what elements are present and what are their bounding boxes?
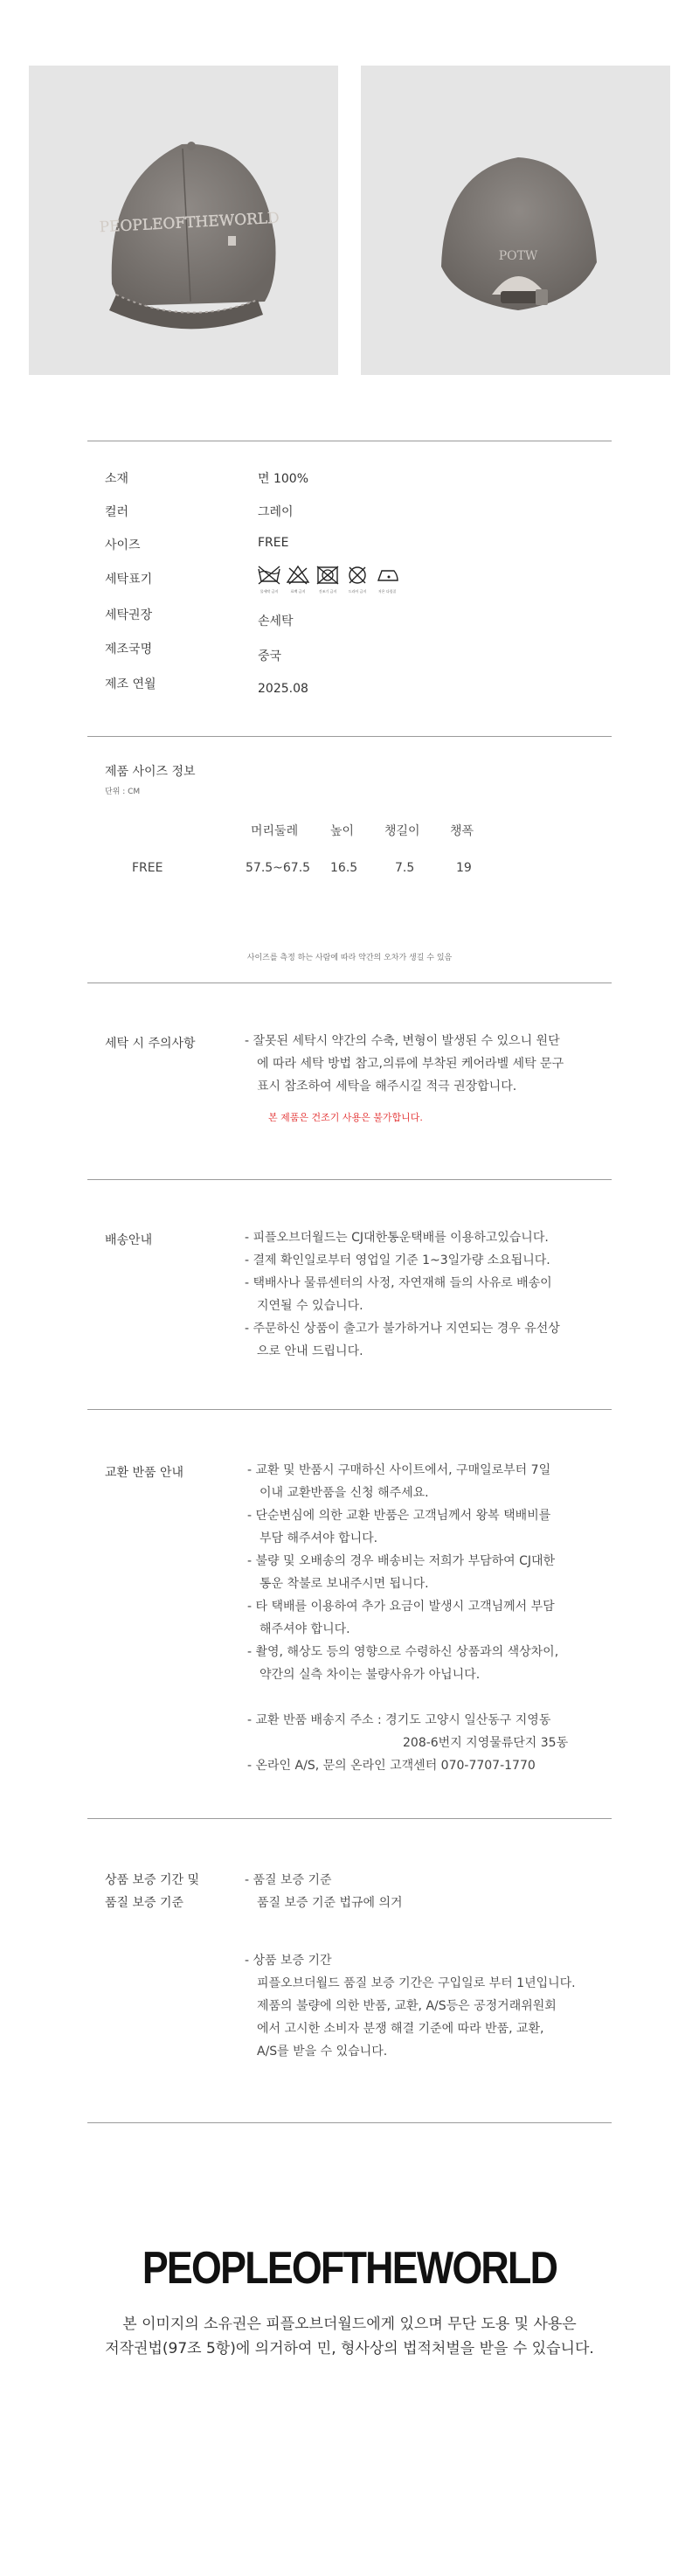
size-info-unit: 단위 : CM: [105, 788, 141, 796]
exchange-line: 부담 해주셔야 합니다.: [260, 1531, 378, 1545]
size-value-head: 57.5~67.5: [246, 861, 311, 875]
divider: [87, 1409, 612, 1410]
shipping-line: - 피플오브더월드는 CJ대한통운택배를 이용하고있습니다.: [245, 1231, 549, 1245]
warranty-title-line: 상품 보증 기간 및: [105, 1873, 200, 1887]
care-caption-1: 물세탁 금지: [260, 589, 279, 594]
spec-label-date: 제조 연월: [105, 677, 156, 691]
warranty-title-line: 품질 보증 기준: [105, 1896, 184, 1910]
warranty-line: 제품의 불량에 의한 반품, 교환, A/S등은 공정거래위원회: [257, 1999, 557, 2013]
size-row-label: FREE: [132, 861, 163, 875]
divider: [87, 2122, 612, 2123]
warranty-line: [245, 1937, 629, 1949]
divider: [87, 982, 612, 983]
warranty-line: 피플오브더월드 품질 보증 기간은 구입일로 부터 1년입니다.: [257, 1976, 576, 1990]
warranty-body: [245, 1869, 629, 2063]
low-iron-icon: [378, 571, 398, 580]
shipping-body: [245, 1226, 629, 1363]
exchange-line: - 단순변심에 의한 교환 반품은 고객님께서 왕복 택배비를: [247, 1509, 551, 1523]
no-tumble-dry-icon: [317, 566, 338, 584]
exchange-line: 208-6번지 지영물류단지 35동: [403, 1736, 569, 1750]
warranty-title: [105, 1869, 199, 1914]
care-symbols: [256, 563, 405, 598]
exchange-line: - 촬영, 해상도 등의 영향으로 수령하신 상품과의 색상차이,: [247, 1645, 559, 1659]
shipping-line: - 택배사나 물류센터의 사정, 자연재해 들의 사유로 배송이: [245, 1276, 552, 1290]
shipping-title: 배송안내: [105, 1233, 153, 1247]
back-logo-text: POTW: [498, 249, 538, 263]
care-caption-5: 저온 다림질: [377, 589, 397, 594]
exchange-line: 통운 착불로 보내주시면 됩니다.: [260, 1577, 429, 1591]
exchange-line: 약간의 실측 차이는 불량사유가 아닙니다.: [260, 1668, 481, 1682]
spec-value-color: 그레이: [258, 505, 294, 519]
exchange-title: 교환 반품 안내: [105, 1466, 184, 1480]
brand-logo: PEOPLEOFTHEWORLD: [142, 2243, 557, 2294]
care-caption-3: 건조기 금지: [318, 589, 337, 594]
product-photo-back: [361, 66, 670, 375]
exchange-line: 이내 교환반품을 신청 해주세요.: [260, 1486, 429, 1500]
shipping-line: - 결제 확인일로부터 영업일 기준 1~3일가량 소요됩니다.: [245, 1253, 550, 1267]
divider: [87, 1179, 612, 1180]
warranty-line: A/S를 받을 수 있습니다.: [257, 2045, 388, 2059]
size-header-height: 높이: [330, 824, 355, 838]
spec-value-date: 2025.08: [258, 682, 308, 696]
warranty-line: [245, 1914, 629, 1937]
warranty-line: - 품질 보증 기준: [245, 1873, 332, 1887]
exchange-line: - 불량 및 오배송의 경우 배송비는 저희가 부담하여 CJ대한: [247, 1554, 556, 1568]
spec-label-size: 사이즈: [105, 538, 141, 552]
spec-label-care-symbols: 세탁표기: [105, 573, 153, 587]
divider: [87, 1818, 612, 1819]
shipping-line: 으로 안내 드립니다.: [257, 1344, 363, 1358]
size-info-title: 제품 사이즈 정보: [105, 765, 196, 779]
spec-label-color: 컬러: [105, 505, 129, 519]
divider: [87, 736, 612, 737]
wash-warning: 본 제품은 건조기 사용은 불가합니다.: [268, 1112, 423, 1123]
spec-label-material: 소재: [105, 472, 129, 486]
copyright-line: 본 이미지의 소유권은 피플오브더월드에게 있으며 무단 도용 및 사용은: [122, 2316, 577, 2333]
size-note: 사이즈를 측정 하는 사람에 따라 약간의 오차가 생길 수 있음: [246, 954, 453, 962]
exchange-line: [247, 1686, 632, 1709]
wash-notice-title: 세탁 시 주의사항: [105, 1037, 196, 1051]
wash-line: 에 따라 세탁 방법 참고,의류에 부착된 케어라벨 세탁 문구: [257, 1057, 564, 1071]
no-wash-icon: [259, 566, 280, 584]
exchange-line: - 온라인 A/S, 문의 온라인 고객센터 070-7707-1770: [247, 1759, 536, 1773]
shipping-line: - 주문하신 상품이 출고가 불가하거나 지연되는 경우 유선상: [245, 1322, 560, 1336]
exchange-line: - 타 택배를 이용하여 추가 요금이 발생시 고객님께서 부담: [247, 1600, 555, 1614]
exchange-line: 해주셔야 합니다.: [260, 1622, 350, 1636]
shipping-line: 지연될 수 있습니다.: [257, 1299, 363, 1313]
exchange-body: [247, 1459, 632, 1777]
size-value-brim-width: 19: [456, 861, 472, 875]
spec-value-wash: 손세탁: [258, 614, 294, 628]
size-header-brim-width: 챙폭: [450, 824, 474, 838]
size-header-brim-length: 챙길이: [384, 824, 420, 838]
spec-value-material: 면 100%: [258, 472, 308, 486]
warranty-line: 에서 고시한 소비자 분쟁 해결 기준에 따라 반품, 교환,: [257, 2022, 544, 2036]
care-caption-4: 드라이 금지: [348, 589, 367, 594]
exchange-line: - 교환 및 반품시 구매하신 사이트에서, 구매일로부터 7일: [247, 1463, 551, 1477]
wash-line: 표시 참조하여 세탁을 해주시길 적극 권장합니다.: [257, 1080, 517, 1094]
front-logo-text: PEOPLEOFTHEWORLD: [99, 209, 280, 237]
warranty-line: - 상품 보증 기간: [245, 1954, 332, 1968]
spec-label-origin: 제조국명: [105, 642, 153, 656]
copyright-line: 저작권법(97조 5항)에 의거하여 민, 형사상의 법적처벌을 받을 수 있습니다.: [105, 2340, 594, 2357]
size-header-head: 머리둘레: [251, 824, 299, 838]
size-value-brim-length: 7.5: [395, 861, 415, 875]
spec-label-wash: 세탁권장: [105, 608, 153, 622]
wash-line: - 잘못된 세탁시 약간의 수축, 변형이 발생된 수 있으니 원단: [245, 1034, 560, 1048]
wash-notice-body: [245, 1030, 612, 1098]
care-caption-2: 표백 금지: [290, 589, 306, 594]
spec-value-origin: 중국: [258, 649, 282, 663]
exchange-line: - 교환 반품 배송지 주소 : 경기도 고양시 일산동구 지영동: [247, 1713, 551, 1727]
no-dryclean-icon: [350, 567, 365, 583]
spec-value-size: FREE: [258, 536, 289, 550]
product-photo-front: [29, 66, 338, 375]
warranty-line: 품질 보증 기준 법규에 의거: [257, 1896, 403, 1910]
size-value-height: 16.5: [330, 861, 358, 875]
no-bleach-icon: [287, 566, 308, 584]
